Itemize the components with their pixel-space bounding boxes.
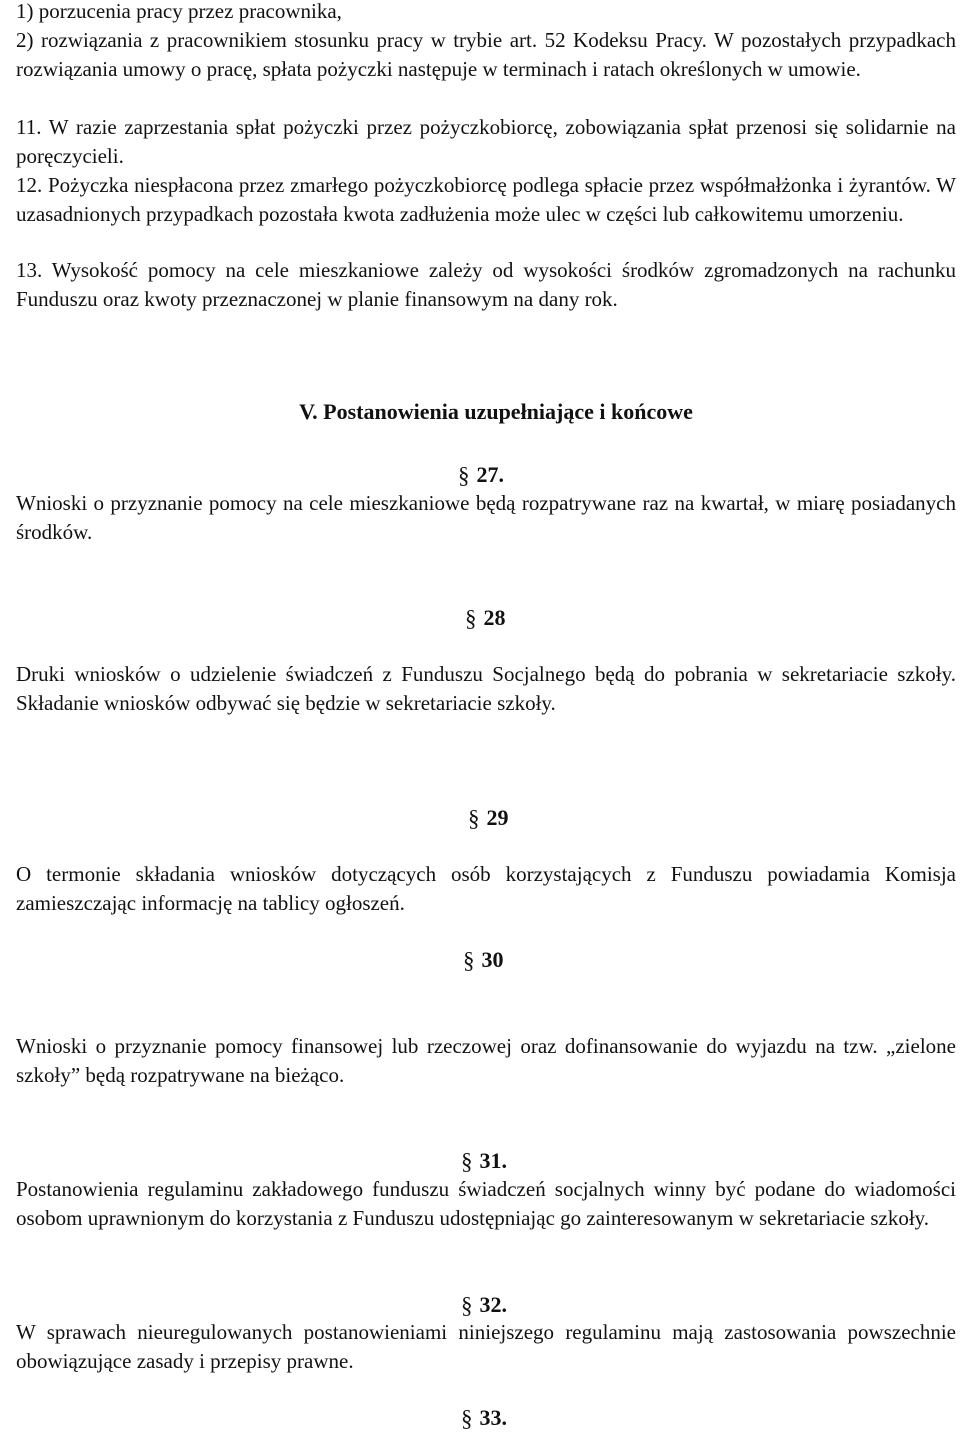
point-11-number: 11. bbox=[16, 115, 42, 139]
paragraph-30-text: Wnioski o przyznanie pomocy finansowej lub rzeczowej oraz dofinansowanie do wyjazdu na tzw. „zielone szkoły” będą rozpatrywane na bieżąco. bbox=[16, 1034, 956, 1087]
paragraph-28-text: Druki wniosków o udzielenie świadczeń z Funduszu Socjalnego będą do pobrania w sekretariacie szkoły. Składanie wniosków odbywać się będzie w sekretariacie szkoły. bbox=[16, 662, 956, 715]
point-13 bbox=[16, 256, 956, 314]
list-item-2-text: 2) rozwiązania z pracownikiem stosunku pracy w trybie art. 52 Kodeksu Pracy. bbox=[16, 28, 707, 52]
point-12-number: 12. bbox=[16, 173, 43, 197]
list-item-2-continuation: W pozostałych przypadkach rozwiązania umowy o pracę, spłata pożyczki następuje w terminach i ratach określonych w umowie. bbox=[16, 28, 957, 81]
point-12 bbox=[16, 171, 956, 229]
point-13-number: 13. bbox=[16, 258, 43, 282]
paragraph-30-number: 30 bbox=[481, 947, 504, 972]
point-13-text: Wysokość pomocy na cele mieszkaniowe zależy od wysokości środków zgromadzonych na rachunku Funduszu oraz kwoty przeznaczonej w planie finansowym na dany rok. bbox=[16, 258, 956, 311]
point-11-text: W razie zaprzestania spłat pożyczki przez pożyczkobiorcę, zobowiązania spłat przenosi się solidarnie na poręczycieli. bbox=[16, 115, 957, 168]
paragraph-32-heading bbox=[461, 1290, 507, 1320]
paragraph-28-heading bbox=[465, 603, 506, 633]
point-12-text: Pożyczka niespłacona przez zmarłego pożyczkobiorcę podlega spłacie przez współmałżonka i żyrantów. W uzasadnionych przypadkach pozostała kwota zadłużenia może ulec w części lub całkowitemu umorzeniu. bbox=[16, 173, 957, 226]
paragraph-31-text: Postanowienia regulaminu zakładowego funduszu świadczeń socjalnych winny być podane do wiadomości osobom uprawnionym do korzystania z Funduszu udostępniając go zainteresowanym w sekretariacie szkoły. bbox=[16, 1177, 956, 1230]
paragraph-30-symbol: § bbox=[463, 948, 475, 973]
paragraph-29-number: 29 bbox=[486, 805, 509, 830]
paragraph-29-heading bbox=[468, 803, 509, 833]
paragraph-28-number: 28 bbox=[483, 605, 506, 630]
paragraph-31-symbol: § bbox=[461, 1149, 473, 1174]
paragraph-28-symbol: § bbox=[465, 606, 477, 631]
paragraph-27-number: 27. bbox=[476, 462, 504, 487]
paragraph-33-number: 33. bbox=[479, 1405, 507, 1430]
section-heading: V. Postanowienia uzupełniające i końcowe bbox=[299, 399, 693, 424]
paragraph-29-symbol: § bbox=[468, 806, 480, 831]
point-11 bbox=[16, 113, 956, 171]
paragraph-32-symbol: § bbox=[461, 1293, 473, 1318]
paragraph-32-number: 32. bbox=[479, 1292, 507, 1317]
paragraph-32-text: W sprawach nieuregulowanych postanowieniami niniejszego regulaminu mają zastosowania powszechnie obowiązujące zasady i przepisy prawne. bbox=[16, 1320, 956, 1373]
paragraph-30-heading bbox=[463, 945, 504, 975]
paragraph-33-symbol: § bbox=[461, 1406, 473, 1431]
paragraph-31-number: 31. bbox=[479, 1148, 507, 1173]
paragraph-27-heading bbox=[458, 460, 504, 490]
list-item-1-text: 1) porzucenia pracy przez pracownika, bbox=[16, 0, 342, 23]
paragraph-27-text: Wnioski o przyznanie pomocy na cele mieszkaniowe będą rozpatrywane raz na kwartał, w miarę posiadanych środków. bbox=[16, 491, 956, 544]
paragraph-33-heading bbox=[461, 1403, 507, 1433]
paragraph-31-heading bbox=[461, 1146, 507, 1176]
paragraph-27-symbol: § bbox=[458, 463, 470, 488]
list-item-1 bbox=[16, 0, 956, 26]
list-item-2 bbox=[16, 26, 956, 84]
paragraph-29-text: O termonie składania wniosków dotyczących osób korzystających z Funduszu powiadamia Komisja zamieszczając informację na tablicy ogłoszeń. bbox=[16, 862, 956, 915]
